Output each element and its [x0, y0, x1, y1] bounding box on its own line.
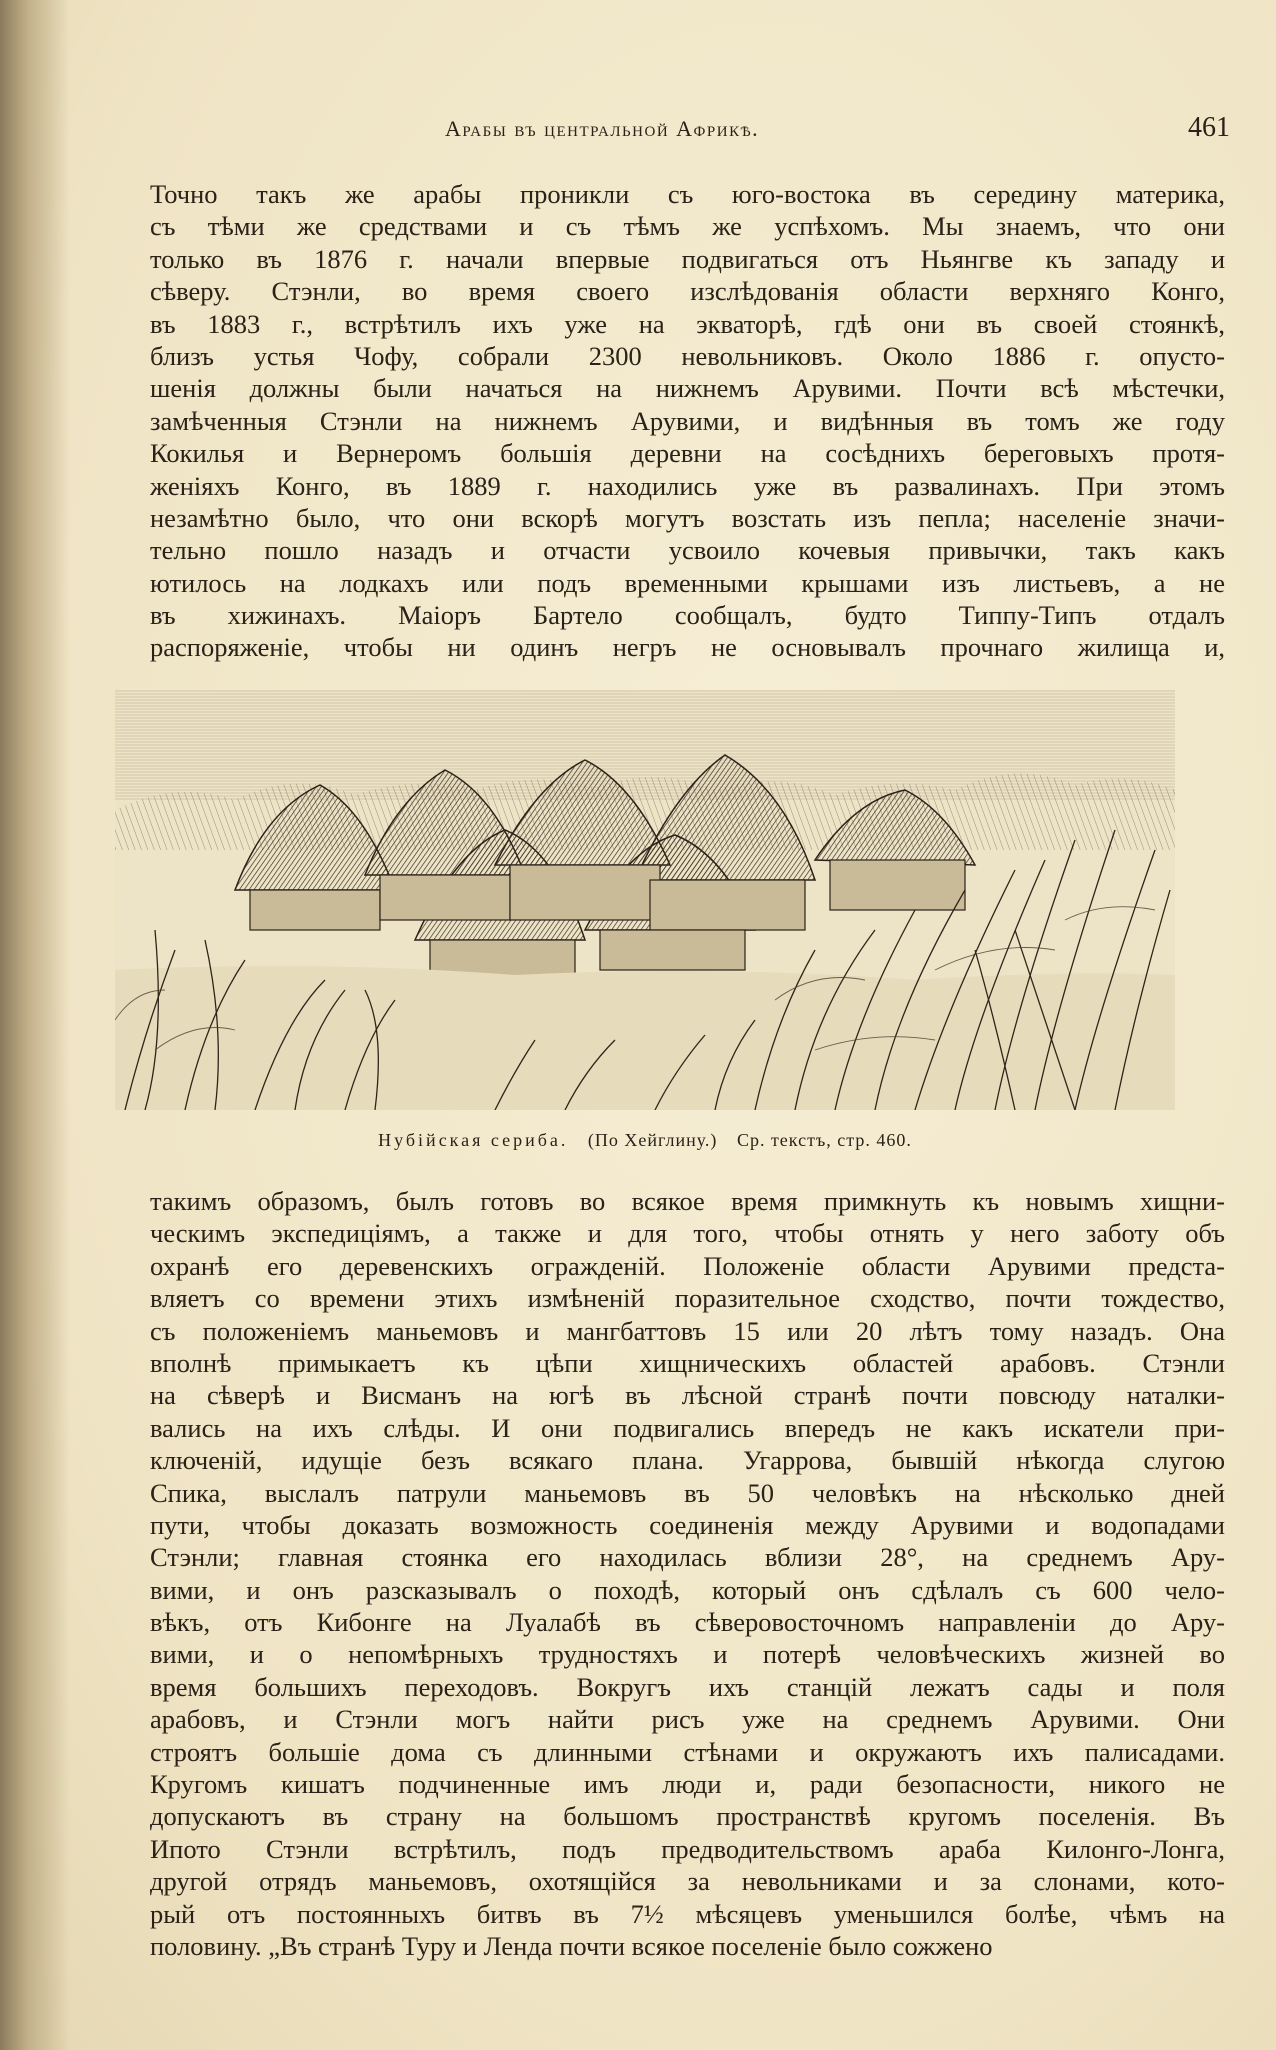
text-line: Точно такъ же арабы проникли съ юго-востока въ середину материка,: [150, 179, 1225, 209]
text-line: охранѣ его деревенскихъ огражденій. Положеніе области Арувими предста-: [150, 1250, 1225, 1281]
text-line: такимъ образомъ, былъ готовъ во всякое время примкнуть къ новымъ хищни-: [150, 1186, 1225, 1216]
text-line: ческимъ экспедиціямъ, а также и для того, чтобы отнять у него заботу объ: [150, 1218, 1225, 1249]
caption-source: (По Хейглину.): [587, 1130, 718, 1150]
text-line: Спика, выслалъ патрули маньемовъ въ 50 человѣкъ на нѣсколько дней: [150, 1477, 1225, 1508]
caption-title: Нубійская сериба.: [378, 1130, 569, 1150]
text-line: незамѣтно было, что они вскорѣ могутъ возстать изъ пепла; населеніе значи-: [150, 502, 1225, 533]
page-header: [150, 112, 1230, 152]
text-line: съ положеніемъ маньемовъ и мангбаттовъ 15 или 20 лѣтъ тому назадъ. Она: [150, 1315, 1225, 1346]
paragraph-bottom: [150, 1185, 1225, 1962]
text-line: другой отрядъ маньемовъ, охотящійся за невольниками и за слонами, кото-: [150, 1866, 1225, 1897]
book-spine-shadow: [0, 0, 70, 2050]
text-line: рый отъ постоянныхъ битвъ въ 7½ мѣсяцевъ уменьшился болѣе, чѣмъ на: [150, 1898, 1225, 1929]
text-line: на сѣверѣ и Висманъ на югѣ въ лѣсной странѣ почти повсюду наталки-: [150, 1380, 1225, 1411]
text-line: ключеній, идущіе безъ всякаго плана. Угаррова, бывшій нѣкогда слугою: [150, 1445, 1225, 1476]
caption-reference: Ср. текстъ, стр. 460.: [736, 1130, 912, 1150]
text-line: замѣченныя Стэнли на нижнемъ Арувими, и видѣнныя въ томъ же году: [150, 405, 1225, 436]
text-line: допускаютъ въ страну на большомъ пространствѣ кругомъ поселенія. Въ: [150, 1801, 1225, 1832]
text-line: съ тѣми же средствами и съ тѣмъ же успѣхомъ. Мы знаемъ, что они: [150, 211, 1225, 242]
text-line: только въ 1876 г. начали впервые подвигаться отъ Ньянгве къ западу и: [150, 243, 1225, 274]
text-line: Стэнли; главная стоянка его находилась вблизи 28°, на среднемъ Ару-: [150, 1542, 1225, 1573]
text-line: вѣкъ, отъ Кибонге на Луалабѣ въ сѣверовосточномъ направленіи до Ару-: [150, 1607, 1225, 1638]
text-line: вполнѣ примыкаетъ къ цѣпи хищническихъ областей арабовъ. Стэнли: [150, 1347, 1225, 1378]
text-line: распоряженіе, чтобы ни одинъ негръ не основывалъ прочнаго жилища и,: [150, 632, 1225, 663]
text-line: вались на ихъ слѣды. И они подвигались впередъ не какъ искатели при-: [150, 1412, 1225, 1443]
text-line: вими, и о непомѣрныхъ трудностяхъ и потерѣ человѣческихъ жизней во: [150, 1639, 1225, 1670]
text-line: женіяхъ Конго, въ 1889 г. находились уже въ развалинахъ. При этомъ: [150, 470, 1225, 501]
paragraph-top: [150, 178, 1225, 664]
text-line: вими, и онъ разсказывалъ о походѣ, который онъ сдѣлалъ съ 600 чело-: [150, 1574, 1225, 1605]
figure-caption: [115, 1130, 1175, 1151]
running-head: Арабы въ центральной Африкѣ.: [445, 116, 760, 141]
page-number: 461: [1188, 112, 1230, 143]
engraving-nubian-seriba: [115, 690, 1175, 1110]
text-line: тельно пошло назадъ и отчасти усвоило кочевыя привычки, такъ какъ: [150, 535, 1225, 566]
text-line: вляетъ со времени этихъ измѣненій поразительное сходство, почти тождество,: [150, 1283, 1225, 1314]
text-line: въ 1883 г., встрѣтилъ ихъ уже на экваторѣ, гдѣ они въ своей стоянкѣ,: [150, 308, 1225, 339]
engraving-figure: [115, 690, 1175, 1150]
text-line: близъ устья Чофу, собрали 2300 невольниковъ. Около 1886 г. опусто-: [150, 340, 1225, 371]
text-line: шенія должны были начаться на нижнемъ Арувими. Почти всѣ мѣстечки,: [150, 373, 1225, 404]
text-line: арабовъ, и Стэнли могъ найти рисъ уже на среднемъ Арувими. Они: [150, 1704, 1225, 1735]
text-line: пути, чтобы доказать возможность соединенія между Арувими и водопадами: [150, 1509, 1225, 1540]
text-line: сѣверу. Стэнли, во время своего изслѣдованія области верхняго Конго,: [150, 276, 1225, 307]
text-line: Кокилья и Вернеромъ большія деревни на сосѣднихъ береговыхъ протя-: [150, 438, 1225, 469]
text-line: Ипото Стэнли встрѣтилъ, подъ предводительствомъ араба Килонго-Лонга,: [150, 1833, 1225, 1864]
text-line: половину. „Въ странѣ Туру и Ленда почти всякое поселеніе было сожжено: [150, 1930, 993, 1961]
text-line: время большихъ переходовъ. Вокругъ ихъ станцій лежатъ сады и поля: [150, 1671, 1225, 1702]
text-line: въ хижинахъ. Маіоръ Бартело сообщалъ, будто Типпу-Типъ отдалъ: [150, 600, 1225, 631]
text-line: Кругомъ кишатъ подчиненные имъ люди и, ради безопасности, никого не: [150, 1769, 1225, 1800]
text-line: ютилось на лодкахъ или подъ временными крышами изъ листьевъ, а не: [150, 567, 1225, 598]
text-line: строятъ большіе дома съ длинными стѣнами и окружаютъ ихъ палисадами.: [150, 1736, 1225, 1767]
